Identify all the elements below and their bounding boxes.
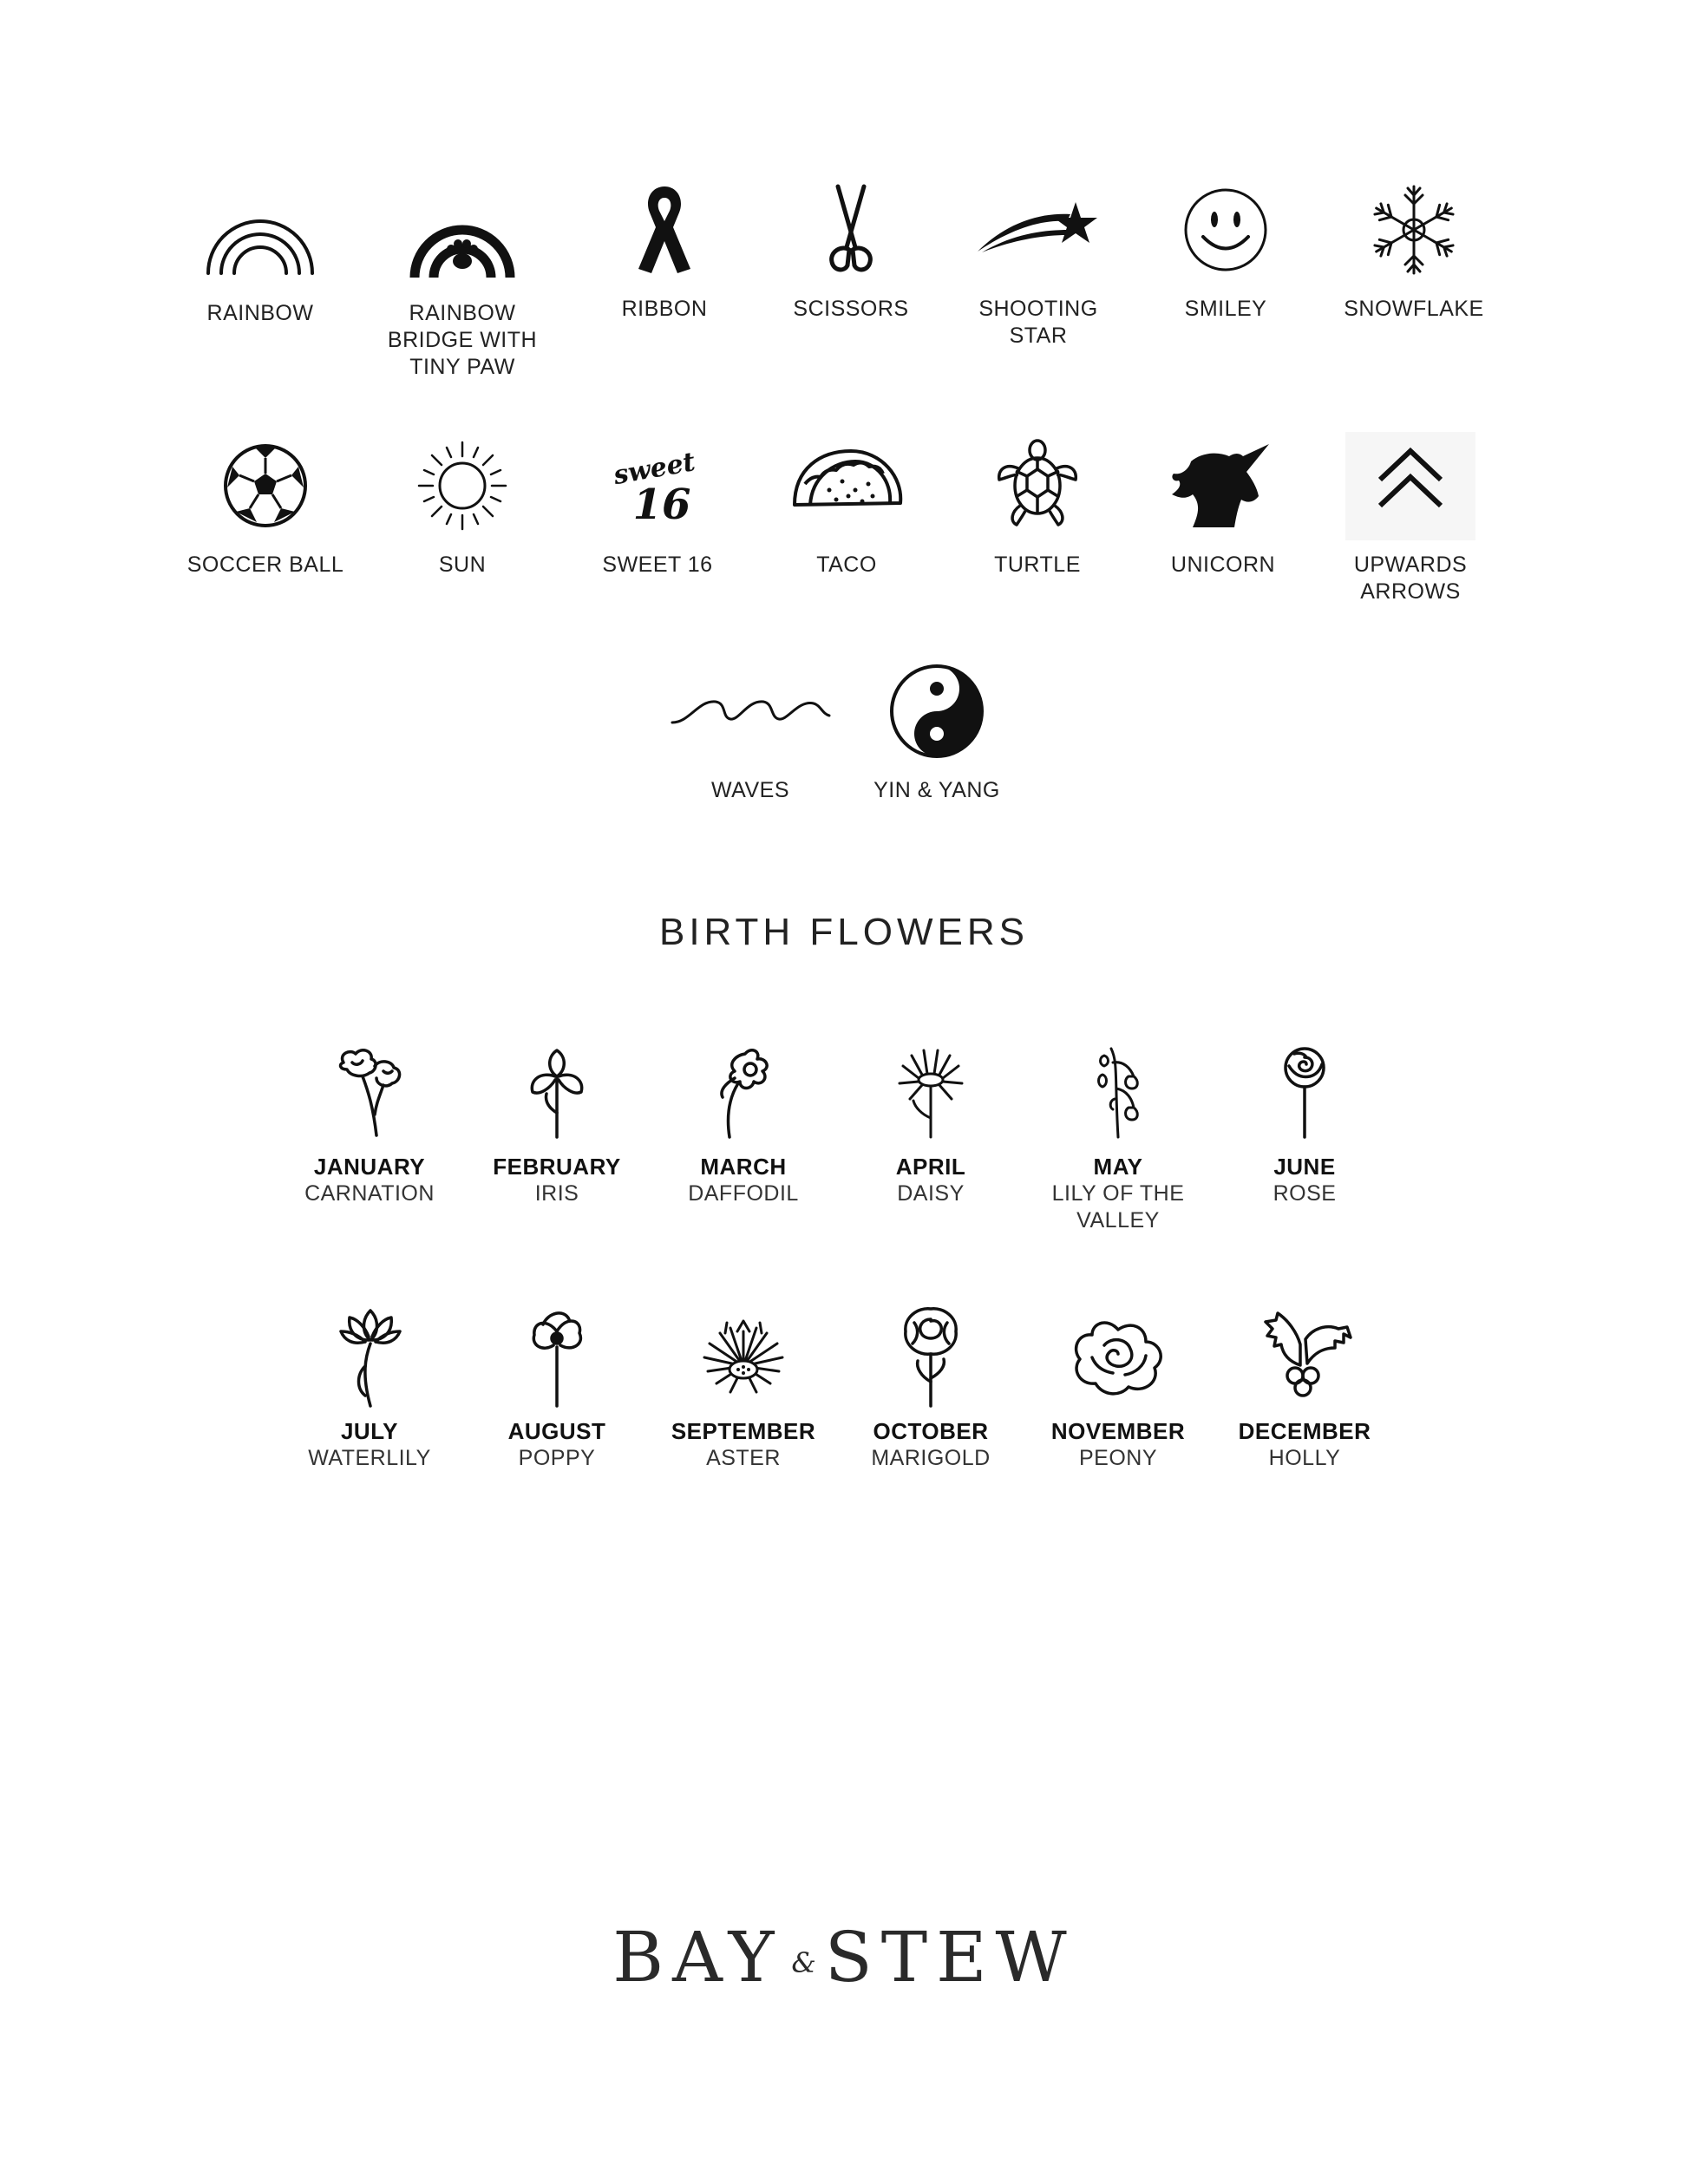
flower-october xyxy=(840,1297,1022,1472)
flower-july xyxy=(278,1297,461,1472)
symbol-label: TURTLE xyxy=(994,553,1081,577)
peony-icon xyxy=(1027,1297,1209,1418)
flower-january xyxy=(278,1032,461,1207)
taco-icon xyxy=(756,425,938,546)
flower-name: POPPY xyxy=(518,1446,596,1470)
logo-bay: BAY xyxy=(612,1917,783,1998)
turtle-icon xyxy=(946,425,1129,546)
symbol-yin-yang xyxy=(846,651,1028,804)
flower-month: FEBRUARY xyxy=(493,1154,621,1180)
flower-may xyxy=(1027,1032,1209,1234)
flower-february xyxy=(466,1032,648,1207)
symbol-label: WAVES xyxy=(710,778,789,802)
flower-name: ROSE xyxy=(1273,1181,1337,1206)
daffodil-icon xyxy=(652,1032,834,1154)
marigold-icon xyxy=(840,1297,1022,1418)
shooting-star-icon xyxy=(947,169,1129,291)
logo-stew: STEW xyxy=(824,1917,1076,1998)
symbol-rainbow xyxy=(169,173,351,327)
symbol-soccer-ball xyxy=(174,425,357,579)
flower-name: ASTER xyxy=(706,1446,781,1470)
symbol-snowflake xyxy=(1323,169,1505,323)
flower-name: CARNATION xyxy=(304,1181,435,1206)
rainbow-paw-icon xyxy=(371,173,553,295)
rainbow-icon xyxy=(169,173,351,295)
symbol-label: SCISSORS xyxy=(793,297,909,321)
flower-name: MARIGOLD xyxy=(871,1446,991,1470)
symbol-label: SMILEY xyxy=(1184,297,1267,321)
flower-september xyxy=(652,1297,834,1472)
aster-icon xyxy=(652,1297,834,1418)
poppy-icon xyxy=(466,1297,648,1418)
rose-icon xyxy=(1214,1032,1396,1154)
flower-month: SEPTEMBER xyxy=(671,1418,816,1444)
lily-of-the-valley-icon xyxy=(1027,1032,1209,1154)
ribbon-icon xyxy=(573,169,756,291)
symbol-sun xyxy=(371,425,553,579)
yin-yang-icon xyxy=(846,651,1028,772)
symbol-sweet-16 xyxy=(566,425,749,579)
flower-december xyxy=(1214,1297,1396,1472)
sixteen-text: 16 xyxy=(632,481,691,529)
flower-month: JULY xyxy=(340,1418,399,1444)
flower-name: WATERLILY xyxy=(308,1446,431,1470)
symbol-waves xyxy=(659,651,841,804)
waves-icon xyxy=(659,651,841,772)
smiley-icon xyxy=(1135,169,1317,291)
waterlily-icon xyxy=(278,1297,461,1418)
flower-month: NOVEMBER xyxy=(1050,1418,1186,1444)
symbol-rainbow-bridge xyxy=(371,173,553,381)
flower-name: DAFFODIL xyxy=(688,1181,799,1206)
flower-june xyxy=(1214,1032,1396,1207)
symbol-label: TACO xyxy=(816,553,877,577)
symbol-label: RIBBON xyxy=(621,297,708,321)
flower-name: LILY OF THE VALLEY xyxy=(1051,1181,1185,1233)
symbol-label: UPWARDS ARROWS xyxy=(1353,553,1468,604)
flower-month: MAY xyxy=(1093,1154,1143,1180)
flower-name: DAISY xyxy=(897,1181,965,1206)
flower-name: HOLLY xyxy=(1268,1446,1341,1470)
flower-month: JANUARY xyxy=(313,1154,426,1180)
flower-name: IRIS xyxy=(534,1181,579,1206)
symbol-label: SOCCER BALL xyxy=(186,553,344,577)
sun-icon xyxy=(371,425,553,546)
flower-month: AUGUST xyxy=(507,1418,606,1444)
flower-august xyxy=(466,1297,648,1472)
symbol-shooting-star xyxy=(947,169,1129,350)
holly-icon xyxy=(1214,1297,1396,1418)
flower-month: DECEMBER xyxy=(1238,1418,1371,1444)
symbol-unicorn xyxy=(1132,425,1314,579)
symbol-label: SWEET 16 xyxy=(602,553,713,577)
sweet-text: sweet xyxy=(611,447,698,492)
logo-ampersand: & xyxy=(791,1946,816,1979)
symbol-scissors xyxy=(760,169,942,323)
flower-month: OCTOBER xyxy=(873,1418,989,1444)
symbol-label: SUN xyxy=(438,553,487,577)
flower-november xyxy=(1027,1297,1209,1472)
symbol-label: SNOWFLAKE xyxy=(1344,297,1484,321)
iris-icon xyxy=(466,1032,648,1154)
flower-month: APRIL xyxy=(895,1154,966,1180)
flower-name: PEONY xyxy=(1078,1446,1158,1470)
daisy-icon xyxy=(840,1032,1022,1154)
flower-month: MARCH xyxy=(700,1154,787,1180)
symbol-smiley xyxy=(1135,169,1317,323)
symbol-label: RAINBOW BRIDGE WITH TINY PAW xyxy=(387,301,538,379)
symbol-turtle xyxy=(946,425,1129,579)
symbol-label: YIN & YANG xyxy=(873,778,1000,802)
snowflake-icon xyxy=(1323,169,1505,291)
soccer-ball-icon xyxy=(174,425,357,546)
symbol-taco xyxy=(756,425,938,579)
sweet-16-icon xyxy=(566,425,749,546)
carnation-icon xyxy=(278,1032,461,1154)
scissors-icon xyxy=(760,169,942,291)
symbol-upwards-arrows xyxy=(1319,425,1502,605)
bay-and-stew-logo xyxy=(0,1917,1688,1998)
flower-month: JUNE xyxy=(1273,1154,1336,1180)
symbol-label: SHOOTING STAR xyxy=(978,297,1098,348)
flower-april xyxy=(840,1032,1022,1207)
symbol-label: RAINBOW xyxy=(206,301,314,325)
symbol-label: UNICORN xyxy=(1170,553,1276,577)
symbol-ribbon xyxy=(573,169,756,323)
unicorn-icon xyxy=(1132,425,1314,546)
upwards-arrows-icon xyxy=(1319,425,1502,546)
birth-flowers-title: BIRTH FLOWERS xyxy=(658,911,1029,953)
flower-march xyxy=(652,1032,834,1207)
